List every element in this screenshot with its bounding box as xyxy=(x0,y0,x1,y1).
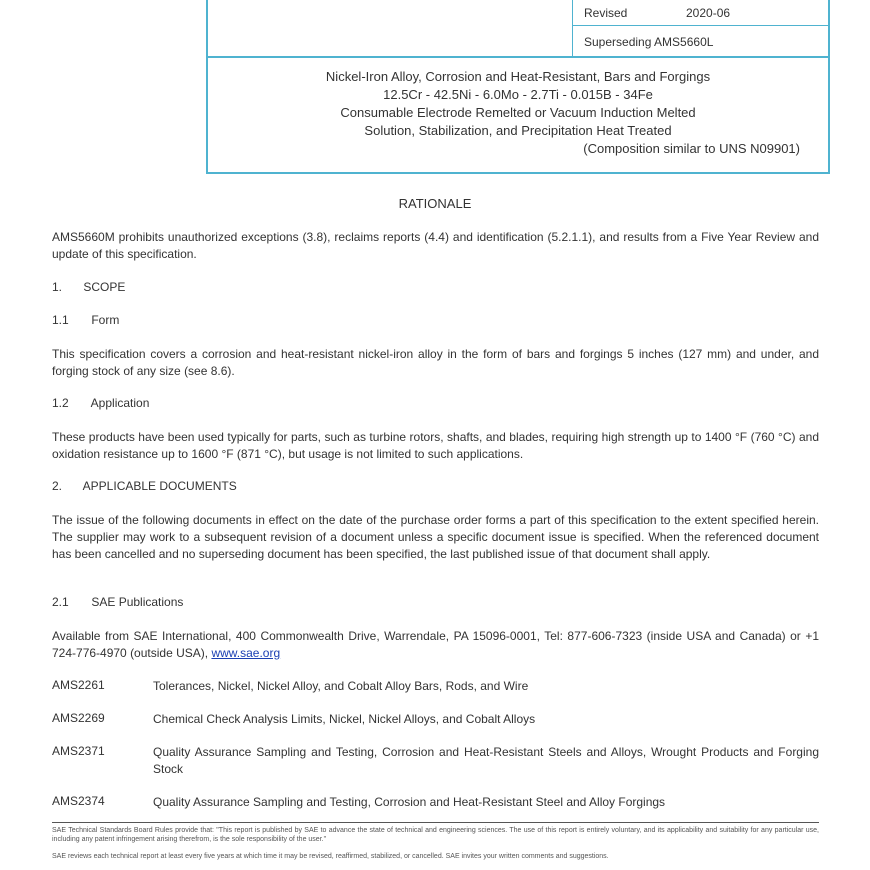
composition-note: (Composition similar to UNS N09901) xyxy=(583,141,800,156)
sae-publications-text xyxy=(52,628,819,662)
reference-code: AMS2374 xyxy=(52,794,105,808)
header-divider xyxy=(572,0,573,56)
section-number: 1.1 xyxy=(52,313,69,327)
section-1-heading xyxy=(52,280,125,294)
footer-review-notice: SAE reviews each technical report at least every five years at which time it may be revised, reaffirmed, stabilized, or cancelled. SAE invites your written comments and suggestions. xyxy=(52,853,609,860)
footer-notice: SAE Technical Standards Board Rules provide that: "This report is published by SAE to advance the state of technical and engineering sciences. The use of this report is entirely voluntary, and its applicability and suitability for any particular use, including any patent infringement arising therefrom, is the sole responsibility of the user." xyxy=(52,827,819,843)
title-line: Nickel-Iron Alloy, Corrosion and Heat-Resistant, Bars and Forgings xyxy=(325,69,711,84)
sae-address-text: Available from SAE International, 400 Commonwealth Drive, Warrendale, PA 15096-0001, Tel: 877-606-7323 (inside USA and Canada) or +1 724-776-4970 (outside USA), xyxy=(52,629,819,660)
section-number: 2.1 xyxy=(52,595,69,609)
title-line: Solution, Stabilization, and Precipitation Heat Treated xyxy=(364,123,672,138)
section-2-1-heading xyxy=(52,595,183,609)
section-2-heading xyxy=(52,479,237,493)
section-1-1-heading xyxy=(52,313,119,327)
applicable-documents-text: The issue of the following documents in effect on the date of the purchase order forms a part of this specification to the extent specified herein. The supplier may work to a subsequent revision of a document unless a specific document issue is specified. When the referenced document has been cancelled and no superseding document has been specified, the last published issue of that document shall apply. xyxy=(52,513,819,561)
revised-date: 2020-06 xyxy=(686,6,731,20)
section-title: APPLICABLE DOCUMENTS xyxy=(82,479,237,493)
title-line: Consumable Electrode Remelted or Vacuum Induction Melted xyxy=(340,105,696,120)
reference-code: AMS2261 xyxy=(52,678,105,692)
rationale-heading: RATIONALE xyxy=(398,196,472,211)
application-text: These products have been used typically for parts, such as turbine rotors, shafts, and blades, requiring high strength up to 1400 °F (760 °C) and oxidation resistance up to 1600 °F (871 °C), but usage is not limited to such applications. xyxy=(52,430,819,461)
section-title: Application xyxy=(90,396,150,410)
reference-code: AMS2371 xyxy=(52,744,105,758)
section-title: SAE Publications xyxy=(91,595,184,609)
reference-title: Quality Assurance Sampling and Testing, Corrosion and Heat-Resistant Steels and Alloys, Wrought Products and Forging Stock xyxy=(153,745,819,776)
section-title: Form xyxy=(91,313,120,327)
reference-title: Tolerances, Nickel, Nickel Alloy, and Cobalt Alloy Bars, Rods, and Wire xyxy=(153,679,529,693)
reference-title: Quality Assurance Sampling and Testing, Corrosion and Heat-Resistant Steel and Alloy Forgings xyxy=(153,795,666,809)
title-line: 12.5Cr - 42.5Ni - 6.0Mo - 2.7Ti - 0.015B - 34Fe xyxy=(383,87,653,102)
form-text: This specification covers a corrosion and heat-resistant nickel-iron alloy in the form of bars and forgings 5 inches (127 mm) and under, and forging stock of any size (see 8.6). xyxy=(52,347,819,378)
footer-divider xyxy=(52,822,819,823)
spec-title xyxy=(208,68,828,158)
sae-website-link[interactable]: www.sae.org xyxy=(211,646,281,660)
section-number: 1.2 xyxy=(52,396,69,410)
rationale-text: AMS5660M prohibits unauthorized exceptions (3.8), reclaims reports (4.4) and identification (5.2.1.1), and results from a Five Year Review and update of this specification. xyxy=(52,230,819,261)
section-1-2-heading xyxy=(52,396,149,410)
header-top-row xyxy=(208,0,828,58)
section-number: 1. xyxy=(52,280,63,294)
reference-code: AMS2269 xyxy=(52,711,105,725)
reference-title: Chemical Check Analysis Limits, Nickel, Nickel Alloys, and Cobalt Alloys xyxy=(153,712,536,726)
spec-header-box xyxy=(206,0,830,174)
revised-label: Revised xyxy=(584,6,628,20)
section-title: SCOPE xyxy=(83,280,126,294)
header-row-divider xyxy=(572,25,828,26)
superseding-text: Superseding AMS5660L xyxy=(584,35,714,49)
section-number: 2. xyxy=(52,479,63,493)
